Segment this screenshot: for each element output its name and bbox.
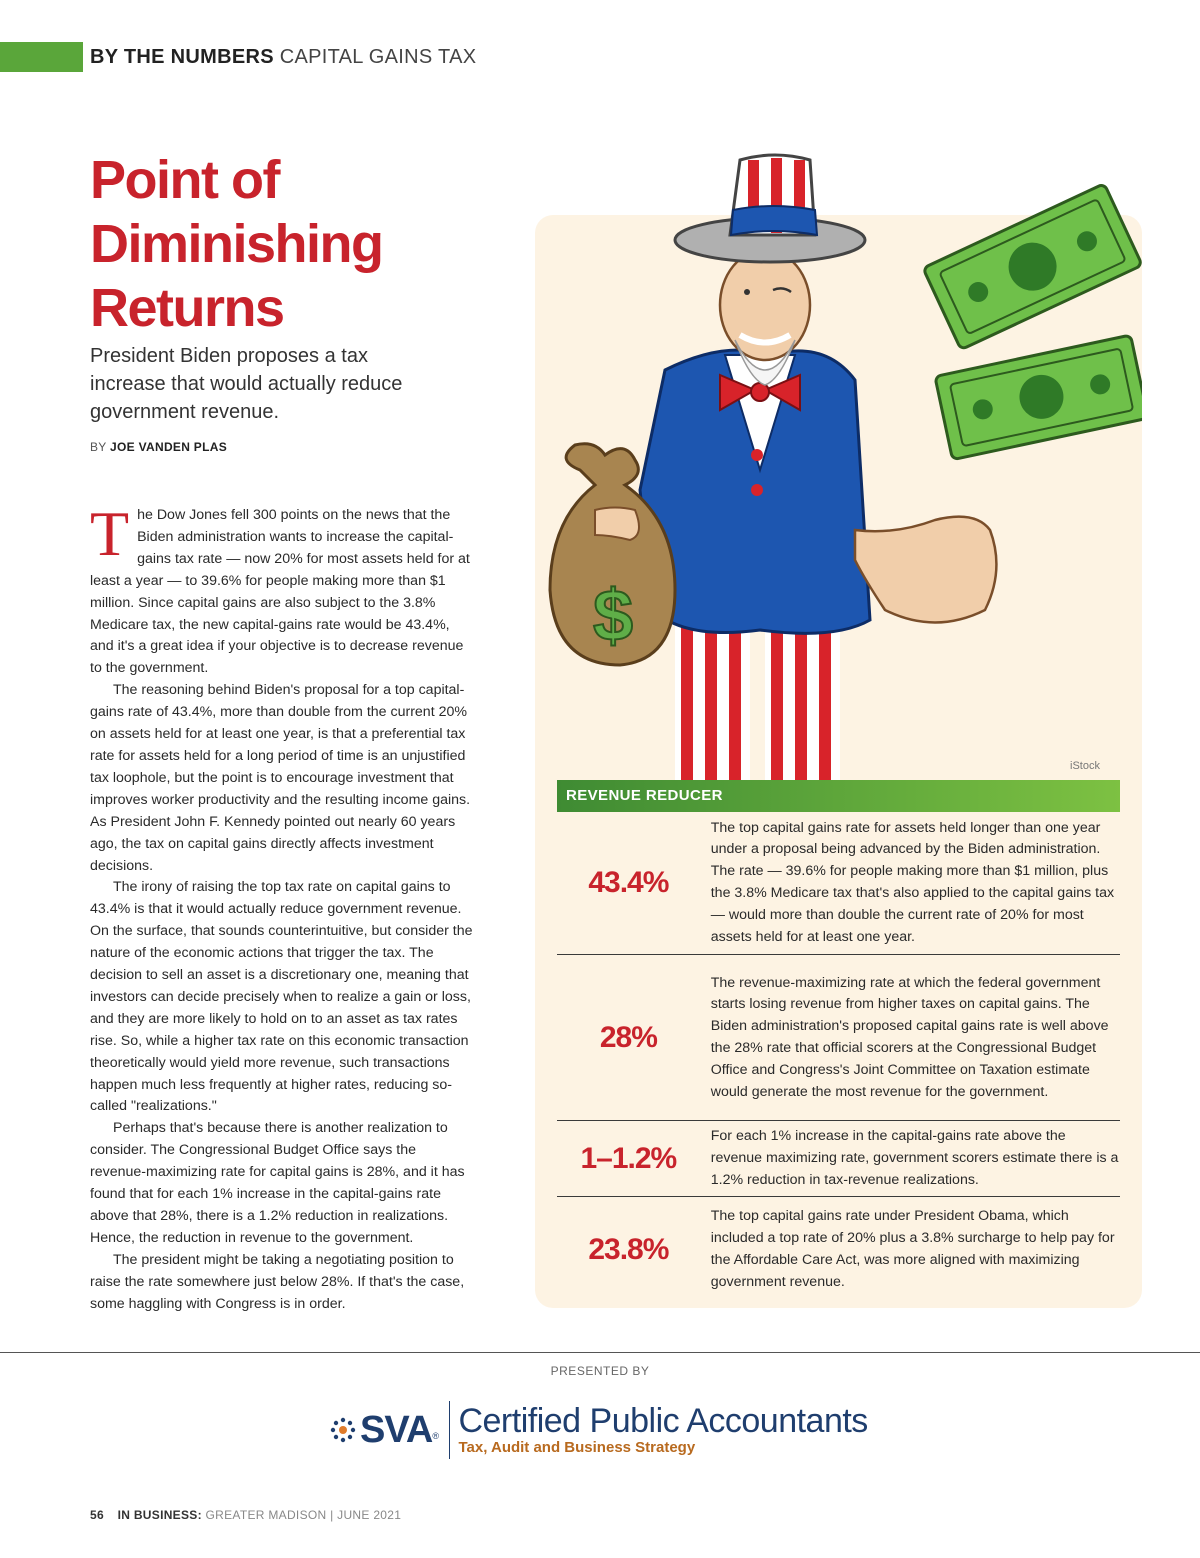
image-credit: iStock: [1070, 760, 1100, 772]
logo-divider: [449, 1401, 451, 1459]
stat-row: [557, 1122, 1120, 1197]
stat-value: 43.4%: [588, 866, 669, 899]
body-paragraph: The irony of raising the top tax rate on capital gains to 43.4% is that it would actually reduce government revenue. On the surface, that sounds counterintuitive, but consider the nature of the economic actions that trigger the tax. The decision to sell an asset is a discretionary one, meaning that investors can decide precisely when to realize a gain or loss, and they are more likely to hold on to an asset as tax rates rise. So, while a higher tax rate on this economic transaction theoretically would yield more revenue, such transactions happen much less frequently at higher rates, reducing so-called "realizations.": [90, 879, 473, 1115]
article-headline: Point of Diminishing Returns: [90, 150, 383, 338]
presented-by-label: PRESENTED BY: [550, 1364, 650, 1378]
body-paragraph: The president might be taking a negotiating position to raise the rate somewhere just below 28%. If that's the case, some haggling with Congress is in order.: [90, 1251, 465, 1312]
sunburst-icon: [330, 1417, 356, 1443]
byline-prefix: BY: [90, 440, 107, 454]
sidebar-title: REVENUE REDUCER: [566, 787, 723, 804]
body-paragraph: Perhaps that's because there is another realization to consider. The Congressional Budget Office says the revenue-maximizing rate for capital gains is 28%, and it has found that for each 1% increase in the capital-gains rate above that 28%, there is a 1.2% reduction in realizations. Hence, the reduction in revenue to the government.: [90, 1120, 465, 1246]
stat-description: The top capital gains rate for assets held longer than one year under a proposal being advanced by the Biden administration. The rate — 39.6% for people making more than $1 million, plus the 3.8% Medicare tax that's also applied to the capital gains tax — would more than double the current rate of 20% for most assets held for at least one year.: [710, 819, 1115, 945]
stat-value: 28%: [599, 1021, 657, 1054]
stat-row: [557, 1198, 1120, 1302]
body-paragraph: The Dow Jones fell 300 points on the news that the Biden administration wants to increase the capital-gains tax rate — now 20% for most assets held for at least a year — to 39.6% for people making more than $1 million. Since capital gains are also subject to the 3.8% Medicare tax, the new capital-gains rate would be 43.4%, and it's a great idea if your objective is to decrease revenue to the government.: [90, 498, 470, 677]
stat-description: For each 1% increase in the capital-gains rate above the revenue maximizing rate, government scorers estimate there is a 1.2% reduction in tax-revenue realizations.: [710, 1128, 1119, 1188]
stat-description: The revenue-maximizing rate at which the federal government starts losing revenue from higher taxes on capital gains. The Biden administration's proposed capital gains rate is well above the 28% rate that official scorers at the Congressional Budget Office and Congress's Joint Committee on Taxation estimate would generate the most revenue for the government.: [710, 974, 1109, 1100]
stat-row: [557, 812, 1120, 955]
stat-value: 1–1.2%: [580, 1142, 677, 1175]
stat-description: The top capital gains rate under President Obama, which included a top rate of 20% plus a 3.8% surcharge to help pay for the Affordable Care Act, was more aligned with maximizing government revenue.: [710, 1208, 1115, 1290]
dollar-bill-icon: [923, 184, 1142, 350]
uncle-sam-illustration: [535, 140, 1142, 790]
byline: [90, 440, 227, 454]
article-body: [90, 498, 474, 1316]
body-paragraph: The reasoning behind Biden's proposal for a top capital-gains rate of 43.4%, more than double from the current 20% on assets held for at least one year, is that a preferential tax rate for assets held for a long period of time is an unjustified tax loophole, but the point is to encourage investment that improves worker productivity and the resulting income gains. As President John F. Kennedy pointed out nearly 60 years ago, the tax on capital gains directly affects investment decisions.: [90, 682, 471, 874]
stat-row: [557, 956, 1120, 1121]
sponsor-name: Certified Public Accountants: [458, 1402, 868, 1440]
section-header: [90, 46, 476, 69]
publication-name: IN BUSINESS:: [117, 1508, 202, 1522]
page-number: 56: [90, 1508, 104, 1522]
section-topic: CAPITAL GAINS TAX: [279, 46, 477, 68]
dollar-bill-icon: [935, 335, 1142, 460]
section-color-tab: [0, 42, 83, 72]
svg-text:$: $: [592, 576, 634, 656]
issue-info: GREATER MADISON | JUNE 2021: [205, 1508, 402, 1522]
drop-cap: T: [90, 498, 130, 569]
section-name: BY THE NUMBERS: [90, 46, 274, 68]
article-dek: President Biden proposes a tax increase that would actually reduce government revenue.: [90, 345, 403, 423]
sponsor-mark: SVA: [360, 1408, 433, 1451]
page-folio: [90, 1508, 401, 1522]
sponsor-logo: [330, 1400, 868, 1460]
striped-pants: [675, 620, 840, 790]
author-name: JOE VANDEN PLAS: [110, 440, 228, 454]
stat-value: 23.8%: [588, 1233, 669, 1266]
sponsor-tagline: Tax, Audit and Business Strategy: [458, 1439, 696, 1456]
footer-rule: [0, 1352, 1200, 1353]
registered-mark: ®: [432, 1431, 439, 1441]
